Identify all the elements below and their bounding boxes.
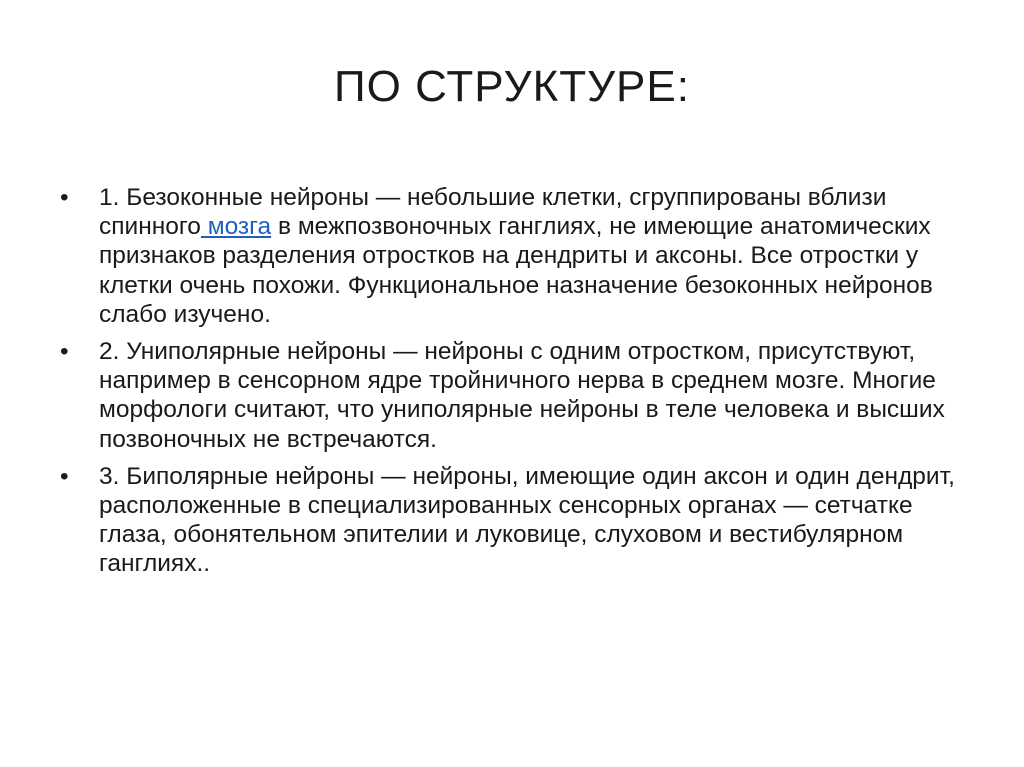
item-2-text: 2. Униполярные нейроны — нейроны с одним отростком, присутствуют, например в сенсорном ядре тройничного нерва в среднем мозге. Многие морфологи считают, что униполярные нейроны в теле человека и высших позвоночных не встречаются. <box>99 338 945 453</box>
bullet-icon: • <box>60 338 69 366</box>
brain-link[interactable]: мозга <box>200 213 272 241</box>
slide-title: ПО СТРУКТУРЕ: <box>334 62 690 111</box>
bullet-icon: • <box>60 184 69 211</box>
list-item-3 <box>60 462 960 579</box>
item-1-text-start: 1. Безоконные нейроны — небольшие клетки, сгруппированы вблизи спинного <box>99 184 887 241</box>
bullet-icon: • <box>60 462 69 490</box>
item-3-text: 3. Биполярные нейроны — нейроны, имеющие один аксон и один дендрит, расположенные в специализированных сенсорных органах — сетчатке глаза, обонятельном эпителии и луковице, слуховом и вестибулярном ганглиях.. <box>99 462 955 578</box>
list-item-1 <box>60 183 960 329</box>
item-1-text-end: в межпозвоночных ганглиях, не имеющие анатомических признаков разделения отростков на дендриты и аксоны. Все отростки у клетки очень похожи. Функциональное назначение безоконных нейронов слабо изучено. <box>99 213 933 328</box>
bullet-list <box>60 183 960 587</box>
list-item-2 <box>60 337 960 454</box>
